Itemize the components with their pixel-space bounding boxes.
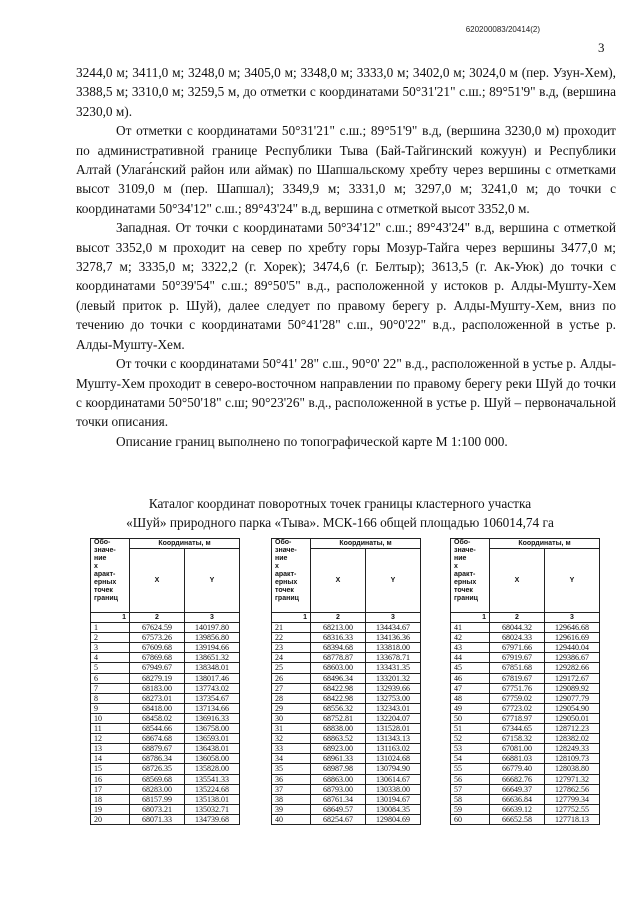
point-number: 45	[451, 663, 490, 673]
table-row	[272, 703, 421, 713]
coord-x: 66639.12	[490, 804, 545, 814]
point-number: 48	[451, 693, 490, 703]
point-number: 5	[91, 663, 130, 673]
coord-y: 127971.32	[545, 774, 600, 784]
header-x: X	[311, 549, 366, 613]
coord-y: 135138.01	[185, 794, 240, 804]
coord-y: 137354.67	[185, 693, 240, 703]
coord-y: 135032.71	[185, 804, 240, 814]
point-number: 43	[451, 643, 490, 653]
table-number-row	[272, 613, 421, 623]
paragraph-1: 3244,0 м; 3411,0 м; 3248,0 м; 3405,0 м; 3348,0 м; 3333,0 м; 3402,0 м; 3024,0 м (пер. Узун-Хем), 3388,5 м; 3310,0 м; 3259,5 м, до отметки с координатами 50°31'21" с.ш.; 89°51'9" в.д, (вершина 3230,0 м).	[76, 65, 616, 119]
coord-x: 68556.32	[311, 703, 366, 713]
table-row	[272, 693, 421, 703]
coord-x: 67851.68	[490, 663, 545, 673]
coord-x: 68923.00	[311, 744, 366, 754]
table-row	[451, 633, 600, 643]
point-number: 2	[91, 633, 130, 643]
coord-x: 66682.76	[490, 774, 545, 784]
point-number: 7	[91, 683, 130, 693]
table-row	[91, 794, 240, 804]
coord-x: 68073.21	[130, 804, 185, 814]
table-row	[451, 764, 600, 774]
point-number: 30	[272, 713, 311, 723]
coord-x: 68279.19	[130, 673, 185, 683]
table-row	[272, 764, 421, 774]
coord-x: 68987.98	[311, 764, 366, 774]
coord-y: 136758.00	[185, 724, 240, 734]
coord-y: 129616.69	[545, 633, 600, 643]
table-row	[451, 744, 600, 754]
coord-x: 66649.37	[490, 784, 545, 794]
header-y: Y	[545, 549, 600, 613]
table-row	[451, 653, 600, 663]
point-number: 34	[272, 754, 311, 764]
header-y: Y	[185, 549, 240, 613]
point-number: 56	[451, 774, 490, 784]
coord-x: 68879.67	[130, 744, 185, 754]
point-number: 26	[272, 673, 311, 683]
table-row	[272, 794, 421, 804]
point-number: 33	[272, 744, 311, 754]
point-number: 9	[91, 703, 130, 713]
coord-y: 138348.01	[185, 663, 240, 673]
table-row	[272, 804, 421, 814]
table-row	[451, 814, 600, 824]
coord-x: 66779.40	[490, 764, 545, 774]
table-row	[91, 724, 240, 734]
coord-y: 136916.33	[185, 713, 240, 723]
coord-x: 68761.34	[311, 794, 366, 804]
coord-y: 129282.66	[545, 663, 600, 673]
table-row	[272, 643, 421, 653]
coord-y: 135541.33	[185, 774, 240, 784]
coord-x: 68044.32	[490, 623, 545, 633]
point-number: 3	[91, 643, 130, 653]
coord-x: 67819.67	[490, 673, 545, 683]
table-row	[451, 623, 600, 633]
point-number: 13	[91, 744, 130, 754]
table-header-row	[91, 539, 240, 549]
table-row	[451, 663, 600, 673]
coord-x: 68273.01	[130, 693, 185, 703]
table-row	[91, 744, 240, 754]
coord-y: 127862.56	[545, 784, 600, 794]
coord-x: 67624.59	[130, 623, 185, 633]
table-row	[451, 713, 600, 723]
point-number: 22	[272, 633, 311, 643]
coord-x: 68838.00	[311, 724, 366, 734]
point-number: 52	[451, 734, 490, 744]
coord-x: 68863.52	[311, 734, 366, 744]
coord-x: 68569.68	[130, 774, 185, 784]
coord-y: 137743.02	[185, 683, 240, 693]
point-number: 6	[91, 673, 130, 683]
coord-y: 132753.00	[366, 693, 421, 703]
point-number: 14	[91, 754, 130, 764]
coord-x: 68674.68	[130, 734, 185, 744]
table-row	[272, 713, 421, 723]
coord-x: 68422.98	[311, 683, 366, 693]
coord-y: 127718.13	[545, 814, 600, 824]
point-number: 31	[272, 724, 311, 734]
point-number: 17	[91, 784, 130, 794]
coord-x: 68793.00	[311, 784, 366, 794]
paragraph-2: От отметки с координатами 50°31'21" с.ш.; 89°51'9" в.д, (вершина 3230,0 м) проходит по административной границе Республики Тыва (Бай-Тайгинский кожуун) и Республики Алтай (Улага́нский район или аймак) по Шапшальскому хребту через вершины с отметками высот 3109,0 м (пер. Шапшал); 3349,9 м; 3331,0 м; 3297,0 м; 3241,0 м; до точки с координатами 50°34'12" с.ш.; 89°43'24" в.д, вершина с отметкой высот 3352,0 м.	[76, 123, 616, 216]
header-num-2: 2	[490, 613, 545, 623]
point-number: 46	[451, 673, 490, 683]
coord-x: 67573.26	[130, 633, 185, 643]
coord-x: 68752.81	[311, 713, 366, 723]
coord-y: 130794.90	[366, 764, 421, 774]
coord-y: 132204.07	[366, 713, 421, 723]
coord-x: 68394.68	[311, 643, 366, 653]
coord-y: 127752.55	[545, 804, 600, 814]
point-number: 36	[272, 774, 311, 784]
point-number: 19	[91, 804, 130, 814]
point-number: 18	[91, 794, 130, 804]
table-row	[451, 724, 600, 734]
coord-x: 68071.33	[130, 814, 185, 824]
point-number: 41	[451, 623, 490, 633]
coord-x: 68283.00	[130, 784, 185, 794]
coord-y: 128109.73	[545, 754, 600, 764]
table-row	[91, 734, 240, 744]
coord-y: 132939.66	[366, 683, 421, 693]
coord-x: 67158.32	[490, 734, 545, 744]
point-number: 54	[451, 754, 490, 764]
coord-y: 128382.02	[545, 734, 600, 744]
table-row	[91, 804, 240, 814]
header-y: Y	[366, 549, 421, 613]
coordinates-table-1	[90, 538, 240, 825]
coord-y: 129050.01	[545, 713, 600, 723]
paragraph-3: Западная. От точки с координатами 50°34'12" с.ш.; 89°43'24" в.д, вершина с отметкой высот 3352,0 м проходит на север по хребту горы Мозур-Тайга через вершины 3477,0 м; 3278,7 м; 3335,0 м; 3322,2 (г. Хорек); 3474,6 (г. Белтыр); 3613,5 (г. Ак-Уюк) до точки с координатами 50°39'54" с.ш.; 89°50'5" в.д., расположенной у истоков р. Алды-Мушту-Хем (левый приток р. Шуй), далее следует по правому берегу р. Алды-Мушту-Хем, вниз по течению до точки с координатами 50°41'28" с.ш., 90°0'22" в.д., расположенной в устье р. Алды-Мушту-Хем.	[76, 220, 616, 352]
coord-y: 139194.66	[185, 643, 240, 653]
table-row	[272, 663, 421, 673]
coord-y: 131024.68	[366, 754, 421, 764]
point-number: 49	[451, 703, 490, 713]
table-row	[91, 814, 240, 824]
coord-y: 134136.36	[366, 633, 421, 643]
coord-x: 68024.33	[490, 633, 545, 643]
point-number: 44	[451, 653, 490, 663]
table-row	[272, 633, 421, 643]
table-row	[272, 673, 421, 683]
coordinates-table-2	[271, 538, 421, 825]
header-coordinates: Координаты, м	[311, 539, 421, 549]
table-row	[272, 653, 421, 663]
point-number: 8	[91, 693, 130, 703]
table-row	[272, 623, 421, 633]
table-row	[91, 703, 240, 713]
point-number: 57	[451, 784, 490, 794]
coord-y: 131163.02	[366, 744, 421, 754]
coord-x: 68316.33	[311, 633, 366, 643]
table-number-row	[91, 613, 240, 623]
header-point-designation: Обо- значе- ние х аракт- ерных точек границ	[451, 539, 490, 613]
coord-x: 68726.35	[130, 764, 185, 774]
table-row	[272, 724, 421, 734]
point-number: 35	[272, 764, 311, 774]
coord-x: 68778.87	[311, 653, 366, 663]
coord-x: 68786.34	[130, 754, 185, 764]
coord-x: 66652.58	[490, 814, 545, 824]
table-row	[272, 683, 421, 693]
point-number: 23	[272, 643, 311, 653]
header-point-designation: Обо- значе- ние х аракт- ерных точек границ	[91, 539, 130, 613]
coord-y: 129054.90	[545, 703, 600, 713]
paragraph-4: От точки с координатами 50°41' 28" с.ш., 90°0' 22" в.д., расположенной в устье р. Алды-Мушту-Хем проходит в северо-восточном направлении по правому берегу реки Шуй до точки с координатами 50°50'18" с.ш; 90°23'26" в.д., расположенной в устье р. Шуй – первоначальной точки описания.	[76, 356, 616, 430]
point-number: 28	[272, 693, 311, 703]
coord-x: 68649.57	[311, 804, 366, 814]
coord-y: 134739.68	[185, 814, 240, 824]
table-row	[91, 693, 240, 703]
coord-y: 129386.67	[545, 653, 600, 663]
coord-y: 134434.67	[366, 623, 421, 633]
table-row	[91, 623, 240, 633]
coord-y: 138651.32	[185, 653, 240, 663]
header-num-1: 1	[272, 613, 311, 623]
header-x: X	[130, 549, 185, 613]
coord-x: 68418.00	[130, 703, 185, 713]
table-row	[451, 703, 600, 713]
coord-y: 136593.01	[185, 734, 240, 744]
table-row	[451, 804, 600, 814]
point-number: 40	[272, 814, 311, 824]
point-number: 15	[91, 764, 130, 774]
coord-x: 66636.84	[490, 794, 545, 804]
coord-y: 130614.67	[366, 774, 421, 784]
coord-y: 139856.80	[185, 633, 240, 643]
coord-y: 130084.35	[366, 804, 421, 814]
point-number: 24	[272, 653, 311, 663]
coord-x: 67609.68	[130, 643, 185, 653]
coord-x: 67919.67	[490, 653, 545, 663]
coord-y: 131343.13	[366, 734, 421, 744]
header-num-2: 2	[311, 613, 366, 623]
point-number: 27	[272, 683, 311, 693]
header-num-3: 3	[545, 613, 600, 623]
table-row	[272, 754, 421, 764]
table-row	[272, 734, 421, 744]
header-num-2: 2	[130, 613, 185, 623]
point-number: 1	[91, 623, 130, 633]
table-row	[272, 774, 421, 784]
coord-y: 128249.33	[545, 744, 600, 754]
coord-y: 137134.66	[185, 703, 240, 713]
table-row	[451, 774, 600, 784]
coord-y: 136438.01	[185, 744, 240, 754]
point-number: 51	[451, 724, 490, 734]
body-text	[76, 63, 616, 451]
table-row	[451, 794, 600, 804]
coord-x: 68603.00	[311, 663, 366, 673]
point-number: 20	[91, 814, 130, 824]
point-number: 60	[451, 814, 490, 824]
coord-y: 140197.80	[185, 623, 240, 633]
coord-y: 133678.71	[366, 653, 421, 663]
table-row	[451, 784, 600, 794]
point-number: 10	[91, 713, 130, 723]
coord-y: 127799.34	[545, 794, 600, 804]
point-number: 4	[91, 653, 130, 663]
table-row	[451, 734, 600, 744]
coord-x: 68961.33	[311, 754, 366, 764]
coord-x: 68254.67	[311, 814, 366, 824]
coord-y: 129646.68	[545, 623, 600, 633]
table-number-row	[451, 613, 600, 623]
coord-y: 132343.01	[366, 703, 421, 713]
coord-y: 128712.23	[545, 724, 600, 734]
table-row	[451, 693, 600, 703]
coord-x: 66881.03	[490, 754, 545, 764]
point-number: 53	[451, 744, 490, 754]
coord-x: 67949.67	[130, 663, 185, 673]
point-number: 32	[272, 734, 311, 744]
point-number: 58	[451, 794, 490, 804]
coord-y: 129172.67	[545, 673, 600, 683]
header-x: X	[490, 549, 545, 613]
point-number: 21	[272, 623, 311, 633]
table-header-row	[451, 539, 600, 549]
coord-x: 67751.76	[490, 683, 545, 693]
table-row	[451, 643, 600, 653]
paragraph-5: Описание границ выполнено по топографической карте М 1:100 000.	[116, 433, 508, 449]
coord-y: 128038.80	[545, 764, 600, 774]
point-number: 11	[91, 724, 130, 734]
table-header-row	[272, 539, 421, 549]
caption-line-1: Каталог координат поворотных точек границы кластерного участка	[148, 496, 532, 511]
header-point-designation: Обо- значе- ние х аракт- ерных точек границ	[272, 539, 311, 613]
point-number: 37	[272, 784, 311, 794]
table-row	[91, 663, 240, 673]
coord-x: 68183.00	[130, 683, 185, 693]
point-number: 59	[451, 804, 490, 814]
coord-x: 68157.99	[130, 794, 185, 804]
table-row	[272, 784, 421, 794]
point-number: 38	[272, 794, 311, 804]
coord-x: 67718.97	[490, 713, 545, 723]
table-row	[91, 774, 240, 784]
point-number: 50	[451, 713, 490, 723]
coord-y: 130194.67	[366, 794, 421, 804]
point-number: 39	[272, 804, 311, 814]
coordinates-table-3	[450, 538, 600, 825]
coord-y: 130338.00	[366, 784, 421, 794]
coord-x: 67759.02	[490, 693, 545, 703]
table-row	[451, 673, 600, 683]
coord-x: 67344.65	[490, 724, 545, 734]
table-row	[272, 814, 421, 824]
coord-x: 67081.00	[490, 744, 545, 754]
coord-x: 68544.66	[130, 724, 185, 734]
header-coordinates: Координаты, м	[490, 539, 600, 549]
table-row	[91, 784, 240, 794]
point-number: 29	[272, 703, 311, 713]
coord-y: 129440.04	[545, 643, 600, 653]
coord-x: 68496.34	[311, 673, 366, 683]
table-row	[91, 683, 240, 693]
coord-x: 68458.02	[130, 713, 185, 723]
header-num-3: 3	[366, 613, 421, 623]
table-row	[91, 633, 240, 643]
point-number: 16	[91, 774, 130, 784]
point-number: 42	[451, 633, 490, 643]
table-row	[91, 764, 240, 774]
coord-y: 129077.79	[545, 693, 600, 703]
page-number: 3	[598, 40, 605, 55]
coord-y: 131528.01	[366, 724, 421, 734]
coord-x: 67971.66	[490, 643, 545, 653]
coord-y: 133818.00	[366, 643, 421, 653]
coord-x: 68422.98	[311, 693, 366, 703]
table-row	[451, 683, 600, 693]
coord-y: 133431.35	[366, 663, 421, 673]
header-num-1: 1	[451, 613, 490, 623]
point-number: 55	[451, 764, 490, 774]
table-row	[91, 754, 240, 764]
table-row	[91, 653, 240, 663]
point-number: 12	[91, 734, 130, 744]
coord-y: 136058.00	[185, 754, 240, 764]
table-row	[451, 754, 600, 764]
coord-y: 135828.00	[185, 764, 240, 774]
catalog-caption	[60, 494, 620, 533]
header-coordinates: Координаты, м	[130, 539, 240, 549]
point-number: 25	[272, 663, 311, 673]
table-row	[91, 643, 240, 653]
header-num-3: 3	[185, 613, 240, 623]
table-row	[91, 713, 240, 723]
coord-x: 68863.00	[311, 774, 366, 784]
coord-x: 68213.00	[311, 623, 366, 633]
coord-x: 67723.02	[490, 703, 545, 713]
header-num-1: 1	[91, 613, 130, 623]
table-row	[272, 744, 421, 754]
coord-y: 133201.32	[366, 673, 421, 683]
coord-x: 67869.68	[130, 653, 185, 663]
table-row	[91, 673, 240, 683]
point-number: 47	[451, 683, 490, 693]
coord-y: 129089.92	[545, 683, 600, 693]
document-number: 620200083/20414(2)	[465, 25, 540, 34]
coord-y: 135224.68	[185, 784, 240, 794]
coord-y: 129804.69	[366, 814, 421, 824]
caption-line-2: «Шуй» природного парка «Тыва». МСК-166 общей площадью 106014,74 га	[126, 515, 554, 531]
coord-y: 138017.46	[185, 673, 240, 683]
